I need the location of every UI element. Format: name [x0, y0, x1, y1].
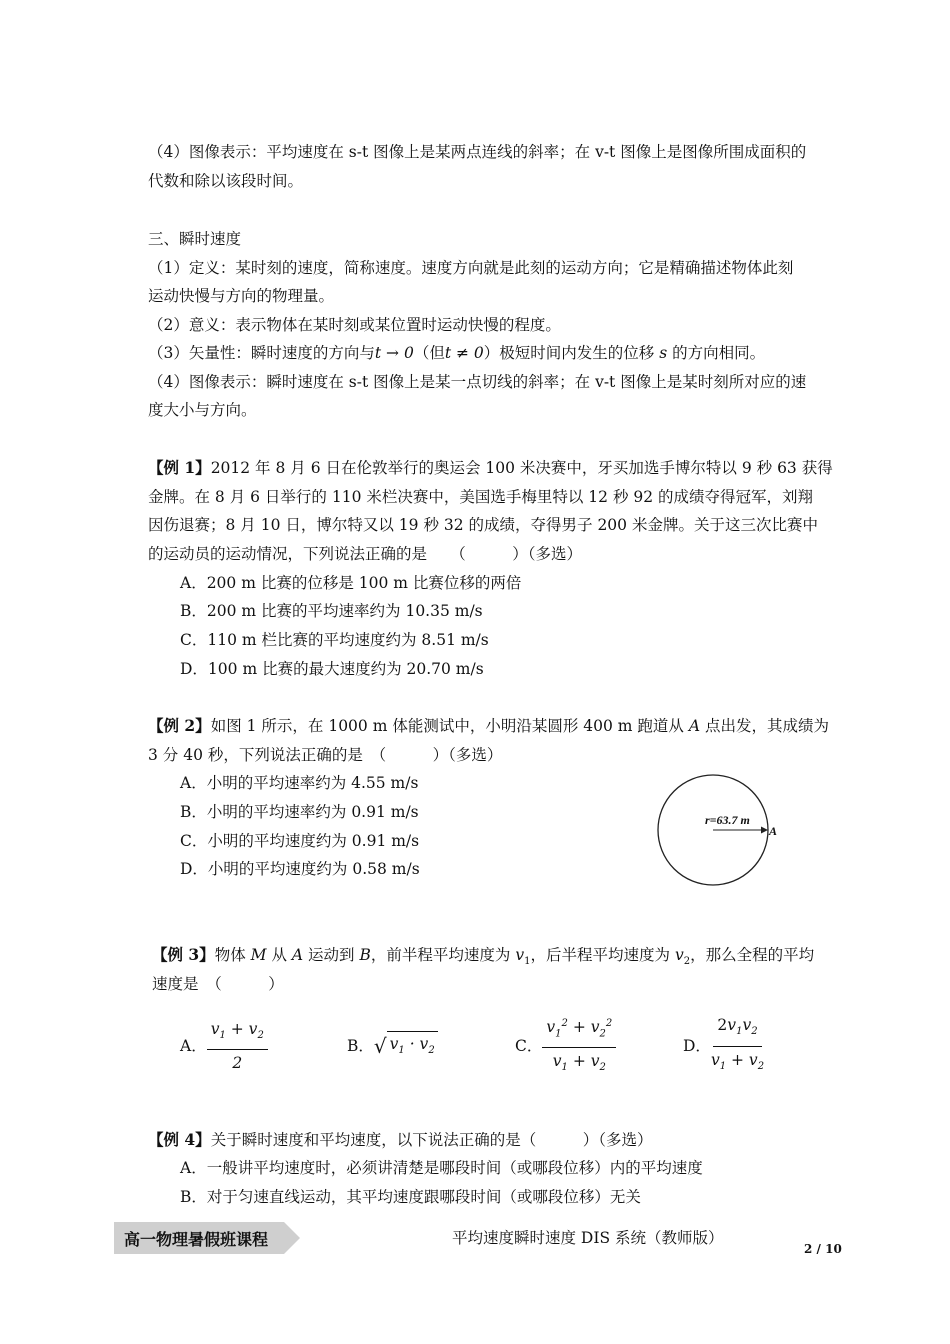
- example2-option-c: C．小明的平均速度约为 0.91 m/s: [180, 832, 420, 850]
- point-a-label: A: [769, 824, 778, 838]
- section2-item4-line2: 代数和除以该段时间。: [148, 172, 304, 190]
- example3-line1: 【例 3】物体 M 从 A 运动到 B，前半程平均速度为 $v_1$，后半程平均速度为 $v_2$，那么全程的平均: [152, 945, 815, 968]
- example1-line3: 因伤退赛；8 月 10 日，博尔特又以 19 秒 32 的成绩，夺得男子 200 米金牌。关于这三次比赛中: [148, 516, 818, 534]
- section3-item4-line1: （4）图像表示：瞬时速度在 s-t 图像上是某一点切线的斜率；在 v-t 图像上是某时刻所对应的速: [148, 373, 807, 391]
- footer-course-label: 高一物理暑假班课程: [124, 1230, 269, 1249]
- formula-c: $\frac{v_1^2 + v_2^2}{v_1 + v_2}$: [542, 1014, 616, 1078]
- math-t-to-zero: t → 0: [374, 344, 414, 362]
- example4-option-b: B．对于匀速直线运动，其平均速度跟哪段时间（或哪段位移）无关: [180, 1188, 641, 1206]
- example2-line2: 3 分 40 秒，下列说法正确的是 （ ）（多选）: [148, 746, 503, 764]
- example2-option-d: D．小明的平均速度约为 0.58 m/s: [180, 860, 420, 878]
- example2-option-a: A．小明的平均速率约为 4.55 m/s: [180, 774, 419, 792]
- example3-option-b: B． √ $v_1 \cdot v_2$: [347, 1022, 438, 1070]
- section2-item4-line1: （4）图像表示：平均速度在 s-t 图像上是某两点连线的斜率；在 v-t 图像上是图像所围成面积的: [148, 143, 807, 161]
- example4-option-a: A．一般讲平均速度时，必须讲清楚是哪段时间（或哪段位移）内的平均速度: [180, 1159, 703, 1177]
- example2-line1: 【例 2】如图 1 所示，在 1000 m 体能测试中，小明沿某圆形 400 m 跑道从 A 点出发，其成绩为: [148, 716, 829, 735]
- footer-page-number: 2 / 10: [804, 1242, 842, 1256]
- example1-line2: 金牌。在 8 月 6 日举行的 110 米栏决赛中，美国选手梅里特以 12 秒 92 的成绩夺得冠军，刘翔: [148, 488, 814, 506]
- track-circle-figure: [650, 768, 790, 892]
- formula-d: $\frac{2v_1v_2}{v_1 + v_2}$: [710, 1016, 765, 1072]
- radius-label: r=63.7 m: [705, 813, 750, 827]
- example1-option-b: B．200 m 比赛的平均速率约为 10.35 m/s: [180, 602, 483, 620]
- section3-item3: （3）矢量性：瞬时速度的方向与t → 0（但t ≠ 0）极短时间内发生的位移 s 的方向相同。: [148, 344, 766, 362]
- section3-item2: （2）意义：表示物体在某时刻或某位置时运动快慢的程度。: [148, 316, 561, 334]
- example1-option-c: C．110 m 栏比赛的平均速度约为 8.51 m/s: [180, 631, 489, 649]
- example4-line1: 【例 4】关于瞬时速度和平均速度，以下说法正确的是（ ）（多选）: [148, 1130, 653, 1149]
- example2-option-b: B．小明的平均速率约为 0.91 m/s: [180, 803, 419, 821]
- section3-heading: 三、瞬时速度: [148, 230, 242, 248]
- example1-line4: 的运动员的运动情况，下列说法正确的是 （ ）（多选）: [148, 545, 583, 563]
- footer-document-title: 平均速度瞬时速度 DIS 系统（教师版）: [452, 1229, 724, 1247]
- formula-b: √ $v_1 \cdot v_2$: [374, 1031, 438, 1061]
- example3-option-a: A． $\frac{v_1 + v_2}{2}$: [180, 1022, 268, 1070]
- example1-option-a: A．200 m 比赛的位移是 100 m 比赛位移的两倍: [180, 574, 522, 592]
- example3-option-c: C． $\frac{v_1^2 + v_2^2}{v_1 + v_2}$: [515, 1018, 616, 1074]
- example3-line2: 速度是 （ ）: [152, 975, 284, 993]
- example1-option-d: D．100 m 比赛的最大速度约为 20.70 m/s: [180, 660, 484, 678]
- example3-option-d: D． $\frac{2v_1v_2}{v_1 + v_2}$: [683, 1018, 764, 1074]
- section3-item4-line2: 度大小与方向。: [148, 401, 257, 419]
- section3-item1-line2: 运动快慢与方向的物理量。: [148, 287, 335, 305]
- formula-a: $\frac{v_1 + v_2}{2}$: [207, 1019, 268, 1073]
- example1-line1: 【例 1】2012 年 8 月 6 日在伦敦举行的奥运会 100 米决赛中，牙买加选手博尔特以 9 秒 63 获得: [148, 458, 833, 477]
- math-t-not-zero: t ≠ 0: [444, 344, 484, 362]
- radius-arrowhead: [761, 827, 768, 834]
- section3-item1-line1: （1）定义：某时刻的速度，简称速度。速度方向就是此刻的运动方向；它是精确描述物体此刻: [148, 259, 794, 277]
